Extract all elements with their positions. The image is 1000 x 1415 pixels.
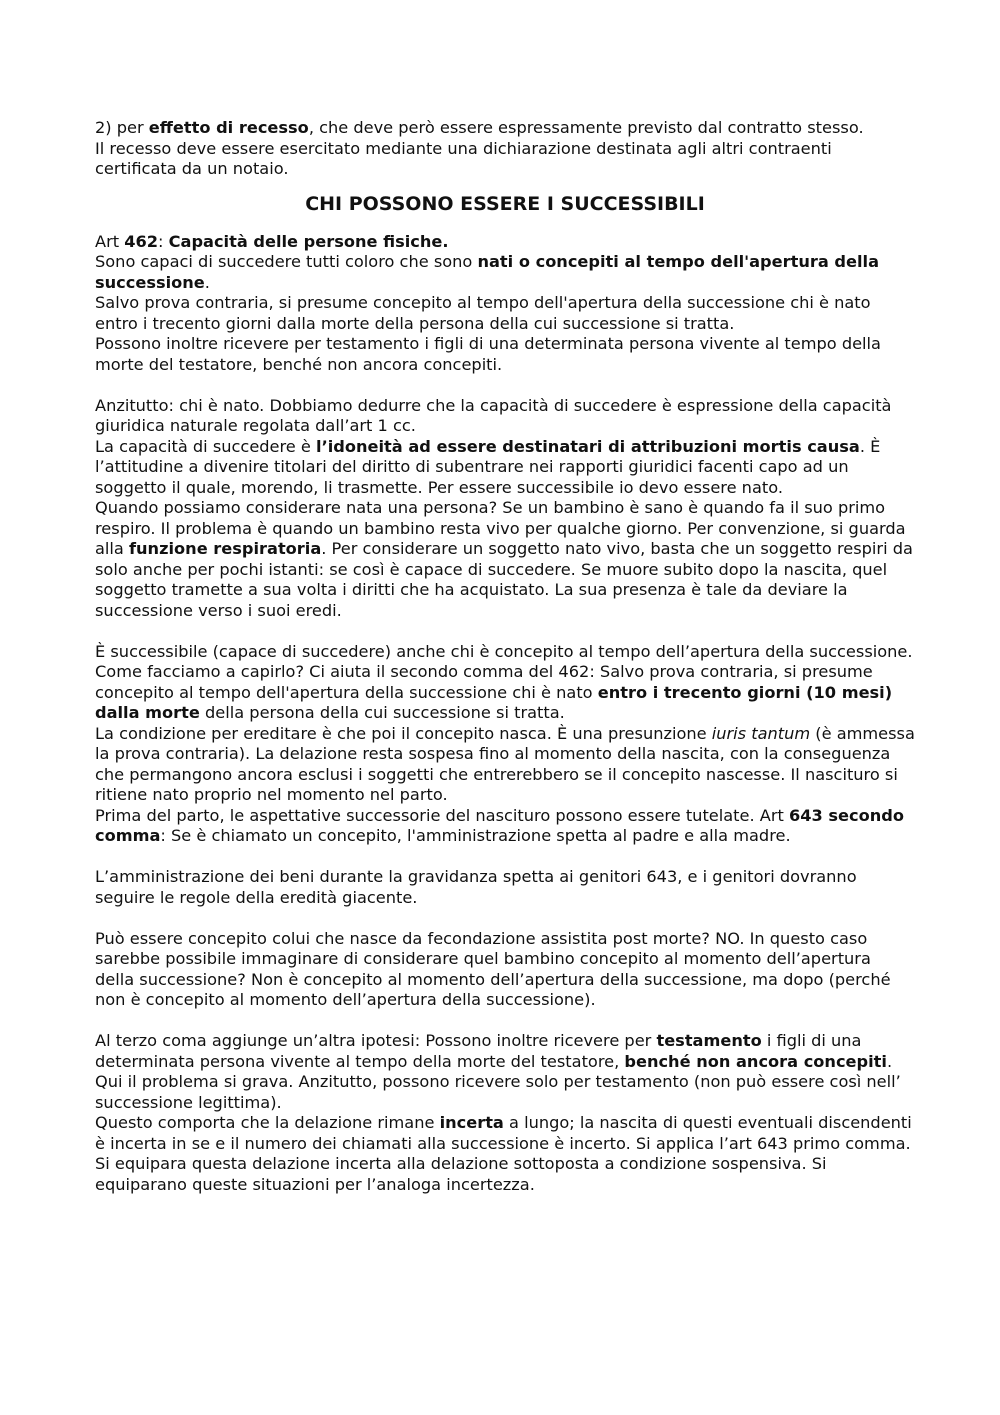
bold-text: incerta (439, 1113, 504, 1132)
text-run: . Per considerare un soggetto nato vivo, basta che un soggetto respiri da solo anche per pochi istanti: se così è capace di succedere. Se muore subito dopo la nascita, quel soggetto tramette a sua volta i diritti che ha acquistato. La sua presenza è tale da deviare la successione verso i suoi eredi. (95, 539, 913, 620)
text-run: i figli di una determinata persona vivente al tempo della morte del testatore, (95, 1031, 862, 1071)
paragraph-spacer (95, 847, 915, 868)
section-heading: CHI POSSONO ESSERE I SUCCESSIBILI (305, 192, 705, 215)
text-run: a lungo; la nascita di questi eventuali discendenti è incerta in se e il numero dei chiamati alla successione è incerto. Si applica l’art 643 primo comma. Si equipara questa delazione incerta alla delazione sottoposta a condizione sospensiva. Si equiparano queste situazioni per l’analoga incertezza. (95, 1113, 912, 1194)
paragraph (95, 232, 915, 253)
paragraph (95, 293, 915, 334)
text-run: L’amministrazione dei beni durante la gravidanza spetta ai genitori 643, e i genitori dovranno seguire le regole della eredità giacente. (95, 867, 857, 907)
text-run: La condizione per ereditare è che poi il concepito nasca. È una presunzione (95, 723, 712, 743)
paragraph (95, 498, 915, 621)
paragraph (95, 118, 915, 139)
bold-text: 643 secondo comma (95, 805, 904, 845)
text-run: Quando possiamo considerare nata una persona? Se un bambino è sano è quando fa il suo primo respiro. Il problema è quando un bambino resta vivo per qualche giorno. Per convenzione, si guarda alla (95, 498, 906, 558)
paragraph (95, 806, 915, 847)
paragraph (95, 724, 915, 806)
paragraph (95, 1072, 915, 1113)
bold-text: Capacità delle persone fisiche. (168, 231, 449, 251)
bold-text: effetto di recesso (148, 118, 309, 137)
paragraph (95, 396, 915, 437)
text-run: Sono capaci di succedere tutti coloro che sono (95, 252, 478, 271)
text-run: Al terzo coma aggiunge un’altra ipotesi: Possono inoltre ricevere per (95, 1031, 657, 1050)
text-run: (è ammessa la prova contraria). La delazione resta sospesa fino al momento della nascita, con la conseguenza che permangono ancora esclusi i soggetti che entrerebbero se il concepito nascesse. Il nascituro si ritiene nato proprio nel momento nel parto. (95, 723, 915, 804)
paragraph (95, 139, 915, 180)
text-run: della persona della cui successione si tratta. (199, 703, 565, 722)
text-run: Questo comporta che la delazione rimane (95, 1113, 440, 1132)
paragraph (95, 642, 915, 724)
bold-text: l’idoneità ad essere destinatari di attribuzioni mortis causa (316, 436, 860, 456)
text-run: 2) per (95, 118, 149, 137)
text-run: Anzitutto: chi è nato. Dobbiamo dedurre che la capacità di succedere è espressione della capacità giuridica naturale regolata dall’art 1 cc. (95, 395, 892, 435)
bold-text: entro i trecento giorni (10 mesi) dalla morte (95, 682, 893, 722)
paragraph-spacer (95, 621, 915, 642)
paragraph (95, 1113, 915, 1195)
paragraph (95, 867, 915, 908)
text-run: Qui il problema si grava. Anzitutto, possono ricevere solo per testamento (non può essere così nell’ successione legittima). (95, 1072, 901, 1112)
text-run: Può essere concepito colui che nasce da fecondazione assistita post morte? NO. In questo caso sarebbe possibile immaginare di considerare quel bambino concepito al momento dell’apertura della successione? Non è concepito al momento dell’apertura della successione, ma dopo (perché non è concepito al momento dell’apertura della successione). (95, 928, 891, 1009)
text-run: La capacità di succedere è (95, 436, 317, 456)
paragraph (95, 437, 915, 499)
text-run: È successibile (capace di succedere) anche chi è concepito al tempo dell’apertura della successione. Come facciamo a capirlo? Ci aiuta il secondo comma del 462: Salvo prova contraria, si presume concepito al tempo dell'apertura della successione chi è nato (95, 641, 913, 702)
bold-text: testamento (656, 1031, 762, 1050)
text-run: . (204, 272, 210, 292)
text-run: . È l’attitudine a divenire titolari del diritto di subentrare nei rapporti giuridici facenti capo ad un soggetto il quale, morendo, li trasmette. Per essere successibile io devo essere nato. (95, 436, 881, 497)
document-page (95, 118, 915, 1195)
paragraph (95, 1031, 915, 1072)
bold-text: 462 (124, 231, 159, 251)
bold-text: funzione respiratoria (128, 539, 322, 558)
paragraph-spacer (95, 375, 915, 396)
paragraph-spacer (95, 1011, 915, 1032)
text-run: Art (95, 231, 125, 251)
text-run: Il recesso deve essere esercitato mediante una dichiarazione destinata agli altri contraenti certificata da un notaio. (95, 138, 832, 178)
text-run: , che deve però essere espressamente previsto dal contratto stesso. (308, 118, 864, 137)
bold-text: benché non ancora concepiti (624, 1051, 887, 1071)
paragraph-spacer (95, 908, 915, 929)
italic-text: iuris tantum (711, 723, 811, 743)
paragraph (95, 252, 915, 293)
text-run: . (886, 1051, 893, 1071)
text-run: Possono inoltre ricevere per testamento i figli di una determinata persona vivente al tempo della morte del testatore, benché non ancora concepiti. (95, 334, 881, 374)
paragraph (95, 334, 915, 375)
text-run: Prima del parto, le aspettative successorie del nascituro possono essere tutelate. Art (95, 805, 789, 825)
text-run: Salvo prova contraria, si presume concepito al tempo dell'apertura della successione chi è nato entro i trecento giorni dalla morte della persona della cui successione si tratta. (95, 293, 871, 333)
text-run: : Se è chiamato un concepito, l'amministrazione spetta al padre e alla madre. (160, 826, 791, 845)
bold-text: nati o concepiti al tempo dell'apertura della successione (95, 252, 879, 292)
paragraph (95, 929, 915, 1011)
text-run: : (158, 231, 169, 251)
